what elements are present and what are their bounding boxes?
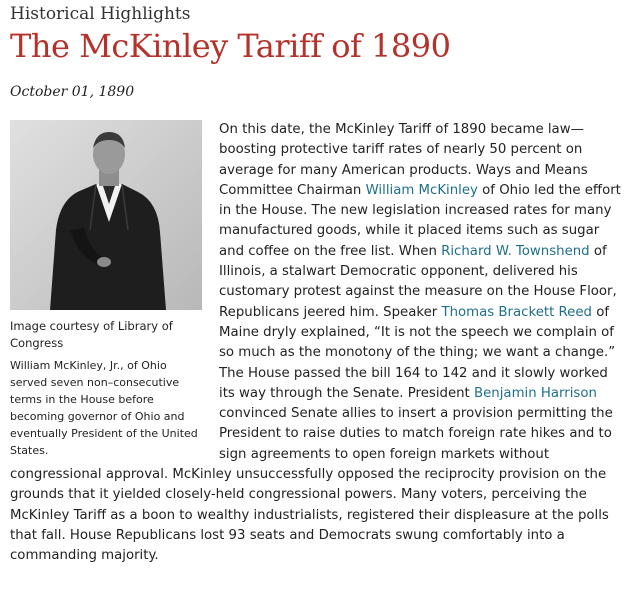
link-william-mckinley[interactable]: William McKinley [365,182,478,198]
article-content [10,120,626,567]
body-text-1: On this date, the McKinley Tariff of 1890 became law—boosting protective tariff rates of nearly 50 percent on average for many American products. Ways and Means Committee Chairman [219,122,588,198]
figure [10,120,202,459]
image-credit: Image courtesy of Library of Congress [10,319,173,350]
body-text-2: of Ohio led the effort in the House. The new legislation increased rates for many manufactured goods, while it placed items such as sugar and coffee on the free list. When [219,182,621,259]
body-text-5: convinced Senate allies to insert a provision permitting the President to raise duties to match foreign rate hikes and to sign agreements to open foreign markets without congressional approval. McKinley unsuccessfully opposed the reciprocity provision on the grounds that it yielded closely-held congressional powers. Many voters, perceiving the McKinley Tariff as a boon to wealthy industrialists, registered their displeasure at the polls that fall. House Republicans lost 93 seats and Democrats swung comfortably into a commanding majority. [10,406,613,564]
article-date: October 01, 1890 [10,84,135,100]
link-benjamin-harrison[interactable]: Benjamin Harrison [474,385,597,401]
body-text-3: of Illinois, a stalwart Democratic opponent, delivered his customary protest against the measure on the House Floor, Republicans jeered him. Speaker [219,243,617,320]
link-richard-townshend[interactable]: Richard W. Townshend [441,243,590,259]
portrait-photo-illustration [10,120,202,310]
body-text-4: of Maine dryly explained, “It is not the speech we complain of so much as the monotony of the thing; we want a change.” The House passed the bill 164 to 142 and it slowly worked its way through the Senate. President [219,304,616,401]
image-caption: William McKinley, Jr., of Ohio served seven non–consecutive terms in the House before becoming governor of Ohio and eventually President of the United States. [10,359,198,457]
article-page [10,0,626,564]
portrait-photo-icon [10,120,202,310]
page-title: The McKinley Tariff of 1890 [10,27,451,65]
link-thomas-brackett-reed[interactable]: Thomas Brackett Reed [441,304,592,320]
section-kicker: Historical Highlights [10,4,191,24]
